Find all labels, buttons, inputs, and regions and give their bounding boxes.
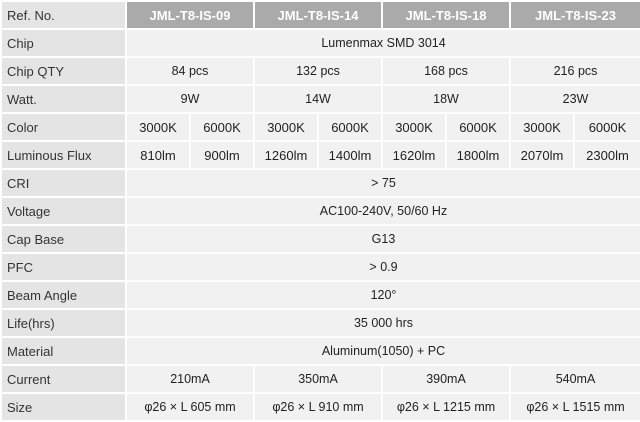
current-value: 350mA [254, 365, 382, 393]
row-chip [1, 29, 640, 57]
row-color [1, 113, 640, 141]
flux-value: 1800lm [446, 141, 510, 169]
size-value: φ26 × L 1215 mm [382, 393, 510, 421]
color-value: 3000K [126, 113, 190, 141]
row-life [1, 309, 640, 337]
row-chip-qty [1, 57, 640, 85]
model-header: JML-T8-IS-14 [254, 1, 382, 29]
row-label: Life(hrs) [1, 309, 126, 337]
row-label: Luminous Flux [1, 141, 126, 169]
model-header: JML-T8-IS-18 [382, 1, 510, 29]
current-value: 540mA [510, 365, 640, 393]
row-pfc [1, 253, 640, 281]
row-label: Chip [1, 29, 126, 57]
row-label: Cap Base [1, 225, 126, 253]
flux-value: 1260lm [254, 141, 318, 169]
chip-qty-value: 132 pcs [254, 57, 382, 85]
model-header: JML-T8-IS-23 [510, 1, 640, 29]
chip-qty-value: 216 pcs [510, 57, 640, 85]
flux-value: 900lm [190, 141, 254, 169]
header-row [1, 1, 640, 29]
row-label: Watt. [1, 85, 126, 113]
color-value: 3000K [510, 113, 574, 141]
material-value: Aluminum(1050) + PC [126, 337, 640, 365]
ref-no-label: Ref. No. [1, 1, 126, 29]
current-value: 210mA [126, 365, 254, 393]
row-label: Beam Angle [1, 281, 126, 309]
color-value: 6000K [190, 113, 254, 141]
row-label: Color [1, 113, 126, 141]
watt-value: 14W [254, 85, 382, 113]
watt-value: 18W [382, 85, 510, 113]
chip-qty-value: 84 pcs [126, 57, 254, 85]
color-value: 3000K [382, 113, 446, 141]
size-value: φ26 × L 1515 mm [510, 393, 640, 421]
row-label: PFC [1, 253, 126, 281]
voltage-value: AC100-240V, 50/60 Hz [126, 197, 640, 225]
row-size [1, 393, 640, 421]
row-luminous-flux [1, 141, 640, 169]
pfc-value: > 0.9 [126, 253, 640, 281]
color-value: 3000K [254, 113, 318, 141]
color-value: 6000K [574, 113, 640, 141]
watt-value: 9W [126, 85, 254, 113]
flux-value: 810lm [126, 141, 190, 169]
watt-value: 23W [510, 85, 640, 113]
row-label: Current [1, 365, 126, 393]
flux-value: 2300lm [574, 141, 640, 169]
model-header: JML-T8-IS-09 [126, 1, 254, 29]
color-value: 6000K [318, 113, 382, 141]
row-label: Chip QTY [1, 57, 126, 85]
row-cri [1, 169, 640, 197]
cap-base-value: G13 [126, 225, 640, 253]
color-value: 6000K [446, 113, 510, 141]
row-material [1, 337, 640, 365]
row-current [1, 365, 640, 393]
row-cap-base [1, 225, 640, 253]
row-watt [1, 85, 640, 113]
size-value: φ26 × L 605 mm [126, 393, 254, 421]
row-label: Material [1, 337, 126, 365]
row-label: Size [1, 393, 126, 421]
row-beam-angle [1, 281, 640, 309]
chip-qty-value: 168 pcs [382, 57, 510, 85]
flux-value: 2070lm [510, 141, 574, 169]
row-label: Voltage [1, 197, 126, 225]
current-value: 390mA [382, 365, 510, 393]
cri-value: > 75 [126, 169, 640, 197]
flux-value: 1400lm [318, 141, 382, 169]
life-value: 35 000 hrs [126, 309, 640, 337]
row-voltage [1, 197, 640, 225]
size-value: φ26 × L 910 mm [254, 393, 382, 421]
flux-value: 1620lm [382, 141, 446, 169]
chip-value: Lumenmax SMD 3014 [126, 29, 640, 57]
beam-angle-value: 120° [126, 281, 640, 309]
row-label: CRI [1, 169, 126, 197]
